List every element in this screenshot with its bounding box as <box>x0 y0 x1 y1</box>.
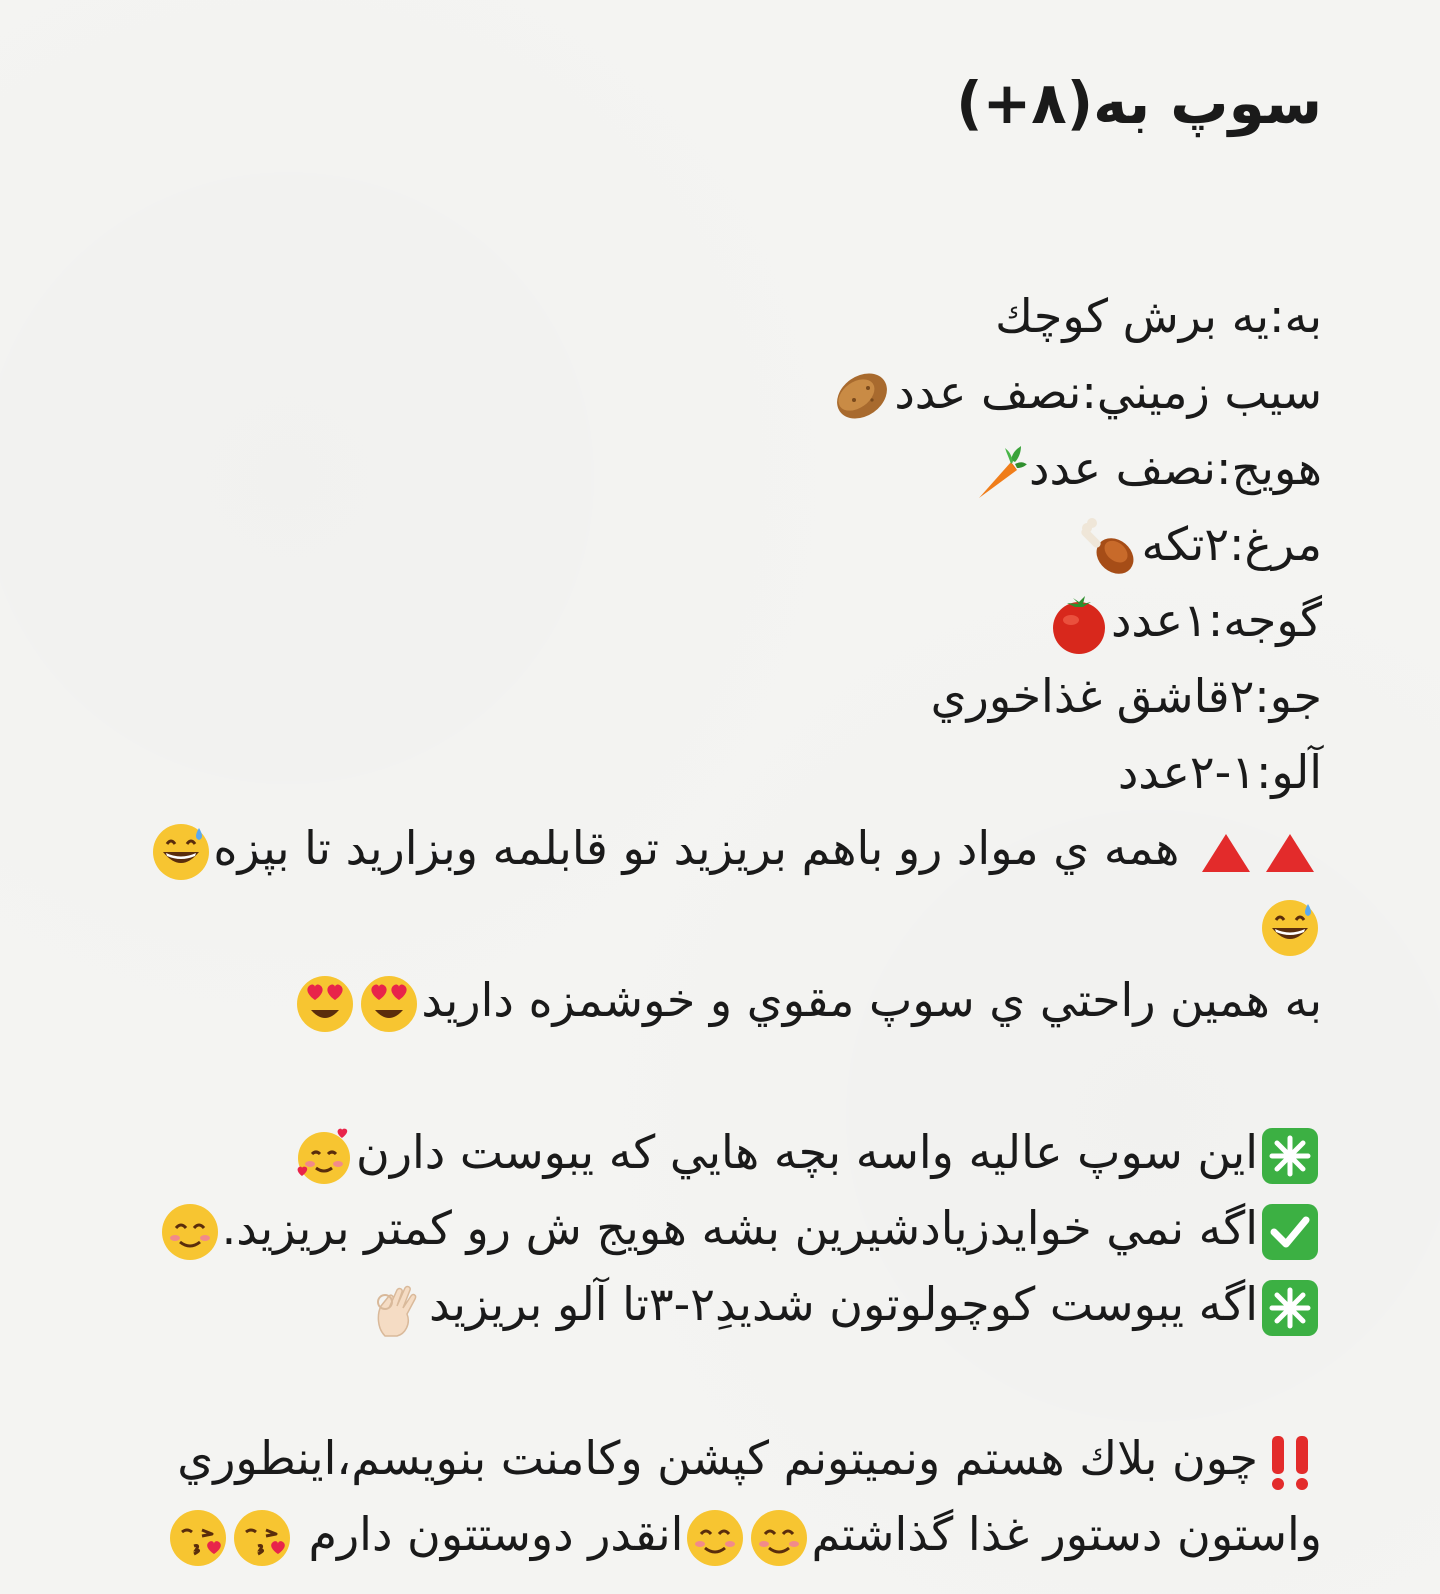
double-exclamation-icon <box>1260 1432 1320 1492</box>
ingredient-text: گوجه:۱عدد <box>1110 593 1322 647</box>
sparkle-icon <box>1260 1126 1320 1186</box>
chicken-leg-icon <box>1079 518 1139 578</box>
ingredient-text: سيب زميني:نصف عدد <box>894 365 1322 419</box>
ingredient-line <box>100 430 1322 506</box>
potato-icon <box>832 366 892 426</box>
ok-hand-icon <box>367 1278 427 1338</box>
tomato-icon <box>1049 594 1109 654</box>
ingredient-line <box>100 734 1322 810</box>
ingredient-line <box>100 506 1322 582</box>
check-mark-icon <box>1260 1202 1320 1262</box>
instruction-text: همه ي مواد رو باهم بريزيد تو قابلمه وبزاريد تا بپزه <box>213 821 1180 875</box>
smiling-face-icon <box>160 1202 220 1262</box>
ingredient-text: جو:۲قاشق غذاخوري <box>930 669 1322 723</box>
smiling-face-icon <box>749 1508 809 1568</box>
kissing-heart-icon <box>232 1508 292 1568</box>
smiling-hearts-icon <box>294 1126 354 1186</box>
ingredient-text: هويج:نصف عدد <box>1028 441 1322 495</box>
ingredient-text: مرغ:۲تكه <box>1141 517 1322 571</box>
kissing-heart-icon <box>168 1508 228 1568</box>
heart-eyes-icon <box>295 974 355 1034</box>
ingredient-text: آلو:۱-۲عدد <box>1117 745 1322 799</box>
tip-line <box>100 1266 1322 1342</box>
ingredient-line <box>100 658 1322 734</box>
tip-text: اگه يبوست كوچولوتون شديدِ۲-۳تا آلو بريزيد <box>429 1277 1258 1331</box>
note-line <box>100 1496 1322 1572</box>
result-text: به همين راحتي ي سوپ مقوي و خوشمزه داريد <box>421 973 1322 1027</box>
red-triangle-icon <box>1260 822 1320 882</box>
instruction-line <box>100 810 1322 962</box>
grinning-sweat-icon <box>1260 898 1320 958</box>
ingredient-line <box>100 354 1322 430</box>
note-line <box>100 1420 1322 1496</box>
tip-text: اگه نمي خوايدزيادشيرين بشه هويج ش رو كمتر بريزيد. <box>221 1201 1258 1255</box>
tip-text: اين سوپ عاليه واسه بچه هايي كه يبوست دارن <box>356 1125 1258 1179</box>
heart-eyes-icon <box>359 974 419 1034</box>
grinning-sweat-icon <box>151 822 211 882</box>
ingredient-text: به:یه برش کوچك <box>995 289 1322 343</box>
ingredient-line <box>100 582 1322 658</box>
red-triangle-icon <box>1196 822 1256 882</box>
note-text-line1: چون بلاك هستم ونميتونم كپشن وكامنت بنويسم،اينطوري <box>177 1431 1258 1485</box>
result-line <box>100 962 1322 1038</box>
carrot-icon <box>967 442 1027 502</box>
tip-line <box>100 1190 1322 1266</box>
ingredient-line <box>100 278 1322 354</box>
note-text-line2a: واستون دستور غذا گذاشتم <box>811 1507 1322 1561</box>
tip-line <box>100 1114 1322 1190</box>
page-title: سوپ به(۸+) <box>956 69 1322 137</box>
sparkle-icon <box>1260 1278 1320 1338</box>
smiling-face-icon <box>685 1508 745 1568</box>
note-text-line2b: انقدر دوستتون دارم <box>308 1507 684 1561</box>
